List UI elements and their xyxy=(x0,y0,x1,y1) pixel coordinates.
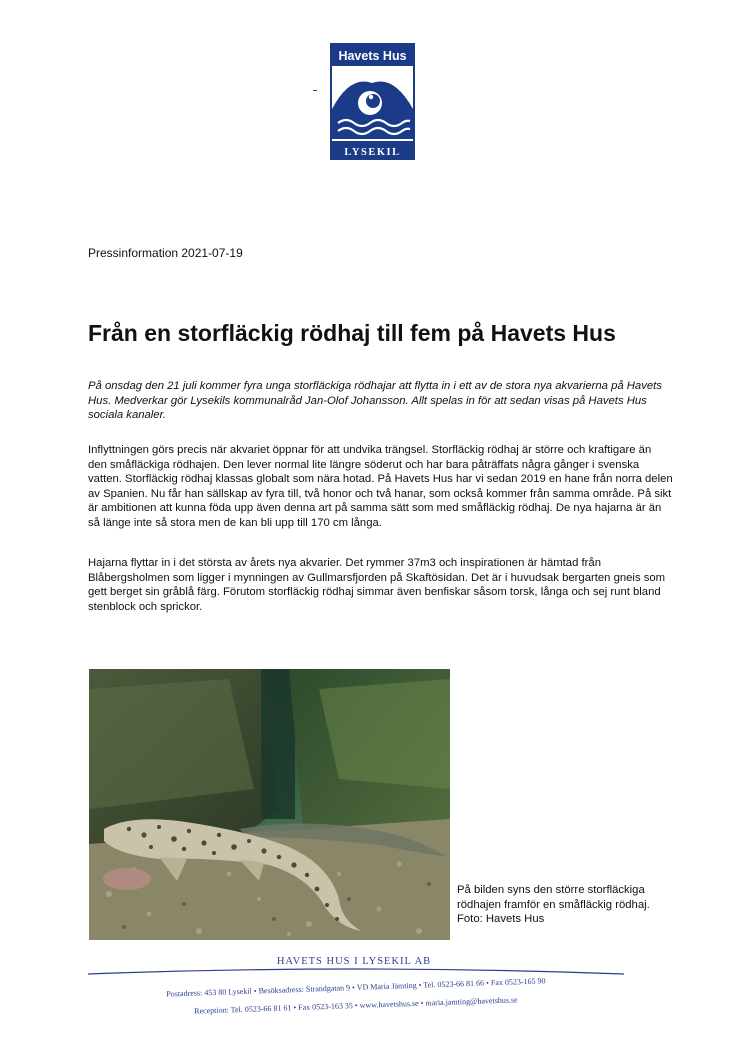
footer-postal-line: Postadress: 453 80 Lysekil • Besöksadress: Strandgatan 9 • VD Maria Jämting • Tel. 0523-66 81 66 • Fax 0523-165 90 xyxy=(166,976,546,999)
article-paragraph-2: Hajarna flyttar in i det största av årets nya akvarier. Det rymmer 37m3 och inspirationen är hämtad från Blåbergsholmen som ligger i mynningen av Gullmarsfjorden på Skaftösidan. Det är i huvudsak bergarten gneis som gett berget sin gråblå färg. Förutom storfläckig rödhaj simmar även benfiskar såsom torsk, långa och sej runt bland stenblock och sprickor. xyxy=(88,557,666,613)
logo-top-text: Havets Hus xyxy=(338,49,407,63)
havets-hus-logo xyxy=(330,43,415,160)
photo-caption: På bilden syns den större storfläckiga rödhajen framför en småfläckig rödhaj. Foto: Havets Hus xyxy=(457,884,650,925)
shark-photo xyxy=(89,669,450,940)
footer-reception-line: Reception: Tel. 0523-66 81 61 • Fax 0523-163 35 • www.havetshus.se • maria.jamting@havetshus.se xyxy=(194,995,518,1016)
article-title: Från en storfläckig rödhaj till fem på Havets Hus xyxy=(88,320,616,346)
footer-company: HAVETS HUS I LYSEKIL AB xyxy=(276,956,432,967)
press-info-date: Pressinformation 2021-07-19 xyxy=(88,246,243,260)
footer-wave-line xyxy=(88,969,624,974)
article-lead: På onsdag den 21 juli kommer fyra unga storfläckiga rödhajar att flytta in i ett av de stora nya akvarierna på Havets Hus. Medverkar gör Lysekils kommunalråd Jan-Olof Johansson. Allt spelas in för att sedan visas på Havets Hus sociala kanaler. xyxy=(88,380,662,421)
logo-bottom-text: LYSEKIL xyxy=(344,147,401,158)
decorative-dash xyxy=(313,90,317,91)
article-paragraph-1: Inflyttningen görs precis när akvariet öppnar för att undvika trängsel. Storfläckig rödhaj är större och kraftigare än den småfläckiga rödhajen. Den lever normal lite längre söderut och har bara påträffats några gånger i svenska vatten. Storfläckig rödhaj klassas globalt som nära hotad. På Havets Hus har vi sedan 2019 en hane från norra delen av Spanien. Nu får han sällskap av fyra till, två honor och två hanar, som också kommer från samma område. På sikt är ambitionen att kunna föda upp även denna art på samma sätt som med småfläckig rödhaj. De nya hajarna är än så länge inte så stora men de kan bli upp till 170 cm långa. xyxy=(88,444,673,529)
footer-letterhead xyxy=(86,950,626,1020)
